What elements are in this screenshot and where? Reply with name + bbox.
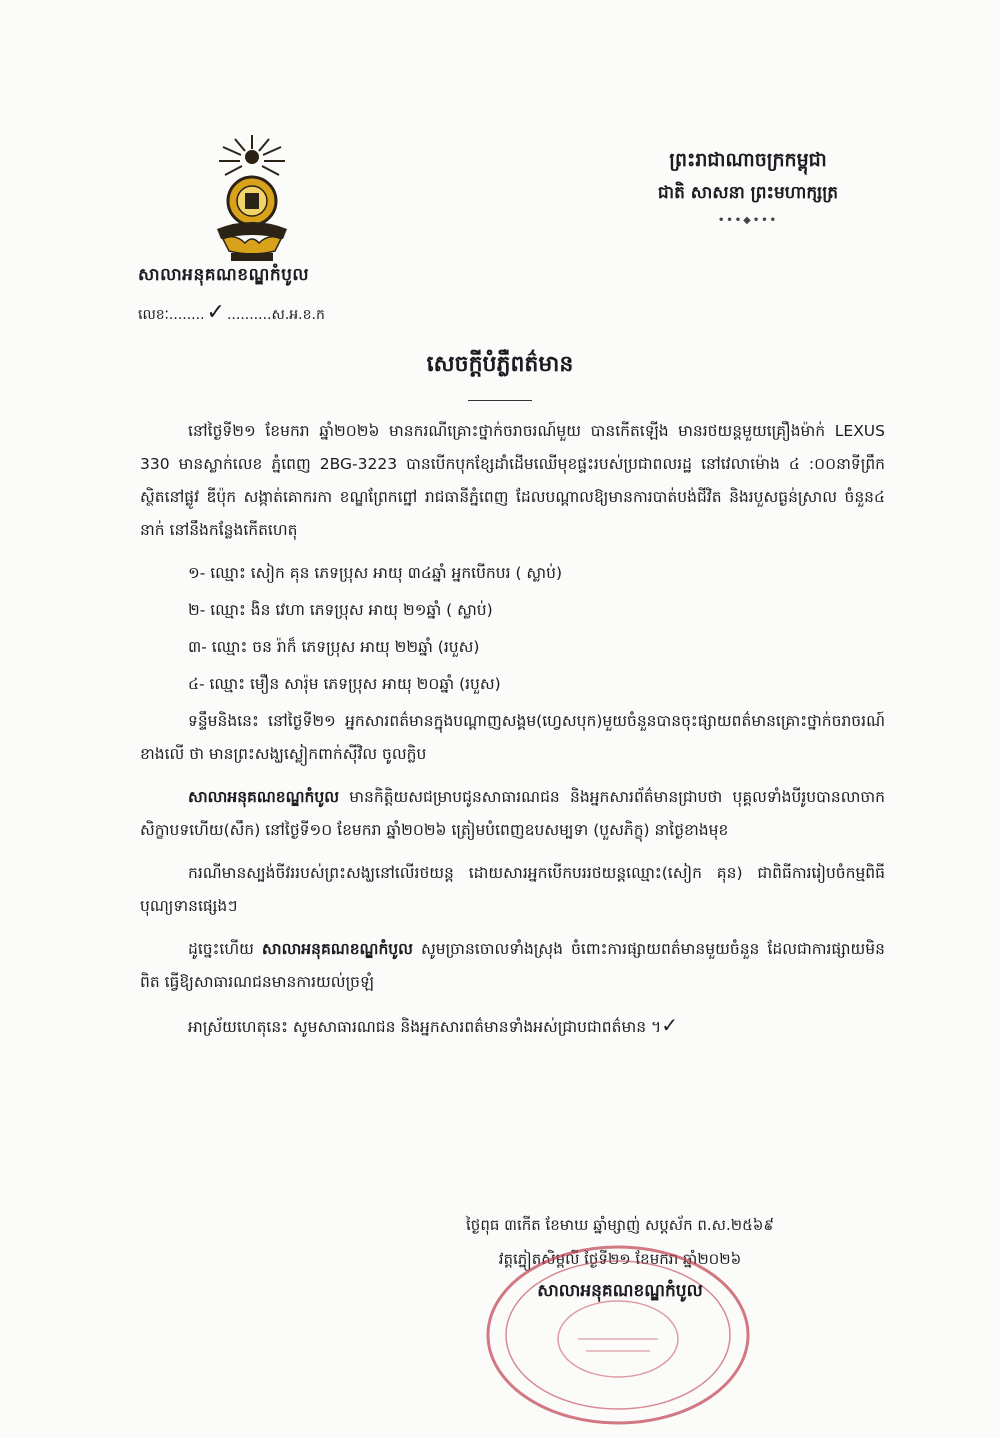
- kingdom-motto: [608, 148, 888, 226]
- org-name-inline: សាលាអនុគណខណ្ឌកំបូល: [261, 940, 413, 958]
- ref-suffix: ..........ស.អ.ខ.ក: [226, 307, 325, 323]
- clarification-text: មានកិត្តិយសជម្រាបជូនសាធារណជន និងអ្នកសារព័ត៌មានជ្រាបថា បុគ្គលទាំងបីរូបបានលាចាកសិក្ខាបទហើយ(សឹក) នៅថ្ងៃទី១០ ខែមករា ឆ្នាំ២០២៦ ត្រៀមបំពេញឧបសម្បទា (បួសភិក្ខុ) នាថ្ងៃខាងមុខ: [140, 788, 885, 839]
- date-block: [380, 1208, 860, 1276]
- document-title: សេចក្តីបំភ្លឺពត៌មាន: [426, 352, 574, 377]
- list-item: ៤- ឈ្មោះ មឿន សារ៉ុម ភេទប្រុស អាយុ ២០ឆ្នាំ (របួស): [188, 675, 501, 693]
- paragraph-closing: [140, 1009, 885, 1044]
- letter-body: [140, 415, 885, 1054]
- denial-prefix: ដូច្នេះហើយ: [188, 940, 262, 958]
- paragraph-incident: នៅថ្ងៃទី២១ ខែមករា ឆ្នាំ២០២៦ មានករណីគ្រោះថ្នាក់ចរាចរណ៍មួយ បានកើតឡើង មានរថយន្តមួយគ្រឿងម៉ាក់ LEXUS 330 មានស្លាក់លេខ ភ្នំពេញ 2BG-3223 បានបើកបុកខ្សែដាំដើមឈើមុខផ្ទះរបស់ប្រជាពលរដ្ឋ នៅវេលាម៉ោង ៤ :០០នាទីព្រឹក ស្ថិតនៅផ្លូវ ឌីប៉ុក សង្កាត់គោករកា ខណ្ឌព្រែកព្នៅ រាជធានីភ្នំពេញ ដែលបណ្តាលឱ្យមានការបាត់បង់ជីវិត និងរបួសធ្ងន់ស្រាល ចំនួន៤ នាក់ នៅនឹងកន្លែងកើតហេតុ: [140, 422, 885, 539]
- paragraph-clarification: [140, 781, 885, 847]
- paragraph-social-media: ទន្ទឹមនិងនេះ នៅថ្ងៃទី២១ អ្នកសារពត៌មានក្នុងបណ្តាញសង្គម(ហ្វេសបុក)មួយចំនួនបានចុះផ្សាយពត៌មានគ្រោះថ្នាក់ចរាចរណ៍ខាងលើ ថា មានព្រះសង្ឃស្លៀកពាក់ស៊ីវិល ចូលក្លិប: [140, 712, 885, 763]
- title-divider: [468, 400, 532, 401]
- org-name: សាលាអនុគណខណ្ឌកំបូល: [138, 265, 310, 285]
- ornament: •••◆•••: [717, 215, 779, 226]
- closing-text: អាស្រ័យហេតុនេះ សូមសាធារណជន និងអ្នកសារពត៌មានទាំងអស់ជ្រាបជាពត៌មាន ។: [188, 1018, 662, 1036]
- signature-org: សាលាអនុគណខណ្ឌកំបូល: [537, 1281, 703, 1301]
- kingdom-line: ព្រះរាជាណាចក្រកម្ពុជា: [669, 149, 827, 171]
- paragraph-robes: ករណីមានស្បង់ចីវររបស់ព្រះសង្ឃនៅលើរថយន្ត ដោយសារអ្នកបើកបររថយន្តឈ្មោះ(សៀក គុន) ជាពិធីការរៀបចំកម្មពិធីបុណ្យទានផ្សេងៗ: [140, 864, 885, 915]
- list-item: ២- ឈ្មោះ ងិន វេហា ភេទប្រុស អាយុ ២១ឆ្នាំ ( ស្លាប់): [188, 601, 493, 619]
- emblem-logo: [205, 135, 300, 265]
- lunar-date: ថ្ងៃពុធ ៣កើត ខែមាឃ ឆ្នាំម្សាញ់ សប្តស័ក ព.ស.២៥៦៩: [466, 1216, 774, 1234]
- paragraph-denial: [140, 933, 885, 999]
- reference-number: [138, 300, 325, 326]
- check-mark: ✓: [661, 1013, 678, 1037]
- check-mark: ✓: [206, 300, 225, 325]
- list-item: ៣- ឈ្មោះ ចន រ៉ាក៏ ភេទប្រុស អាយុ ២២ឆ្នាំ (របួស): [188, 638, 480, 656]
- ref-label: លេខៈ........: [138, 307, 205, 323]
- list-item: ១- ឈ្មោះ សៀក គុន ភេទប្រុស អាយុ ៣៤ឆ្នាំ អ្នកបើកបរ ( ស្លាប់): [188, 564, 562, 582]
- denial-text: សូមច្រានចោលទាំងស្រុង ចំពោះការផ្សាយពត៌មានមួយចំនួន ដែលជាការផ្សាយមិនពិត ធ្វើឱ្យសាធារណជនមានការយល់ច្រឡំ: [140, 940, 885, 991]
- org-name-inline: សាលាអនុគណខណ្ឌកំបូល: [188, 788, 339, 806]
- motto-line: ជាតិ សាសនា ព្រះមហាក្សត្រ: [657, 183, 839, 203]
- solar-date: វត្តភ្នៀតសិម្ពលី ថ្ងៃទី២១ ខែមករា ឆ្នាំ២០២៦: [498, 1250, 742, 1268]
